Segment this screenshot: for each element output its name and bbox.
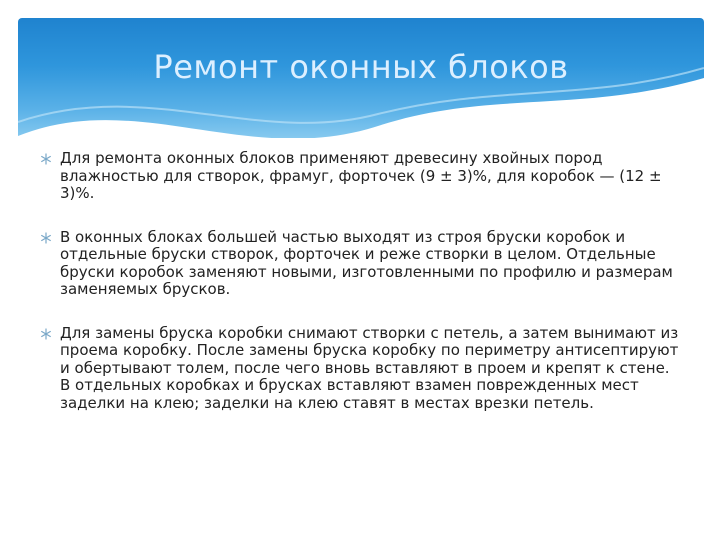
slide-title: Ремонт оконных блоков <box>153 48 569 86</box>
asterisk-icon <box>40 153 52 165</box>
asterisk-icon <box>40 328 52 340</box>
list-item <box>40 325 680 413</box>
bullet-list <box>40 150 680 438</box>
list-item <box>40 150 680 203</box>
asterisk-icon <box>40 232 52 244</box>
bullet-text: Для замены бруска коробки снимают створки с петель, а затем вынимают из проема коробку. После замены бруска коробку по периметру антисептируют и обертывают толем, после чего вновь вставляют в проем и крепят к стене. В отдельных коробках и брусках вставляют взамен поврежденных мест заделки на клею; заделки на клею ставят в местах врезки петель. <box>60 323 679 412</box>
bullet-text: Для ремонта оконных блоков применяют древесину хвойных пород влажностью для створок, фрамуг, форточек (9 ± 3)%, для коробок — (12 ± 3)%. <box>60 149 662 202</box>
list-item <box>40 229 680 299</box>
bullet-text: В оконных блоках большей частью выходят из строя бруски коробок и отдельные бруски створок, форточек и реже створки в целом. Отдельные бруски коробок заменяют новыми, изготовленными по профилю и размерам заменяемых брусков. <box>60 227 673 298</box>
